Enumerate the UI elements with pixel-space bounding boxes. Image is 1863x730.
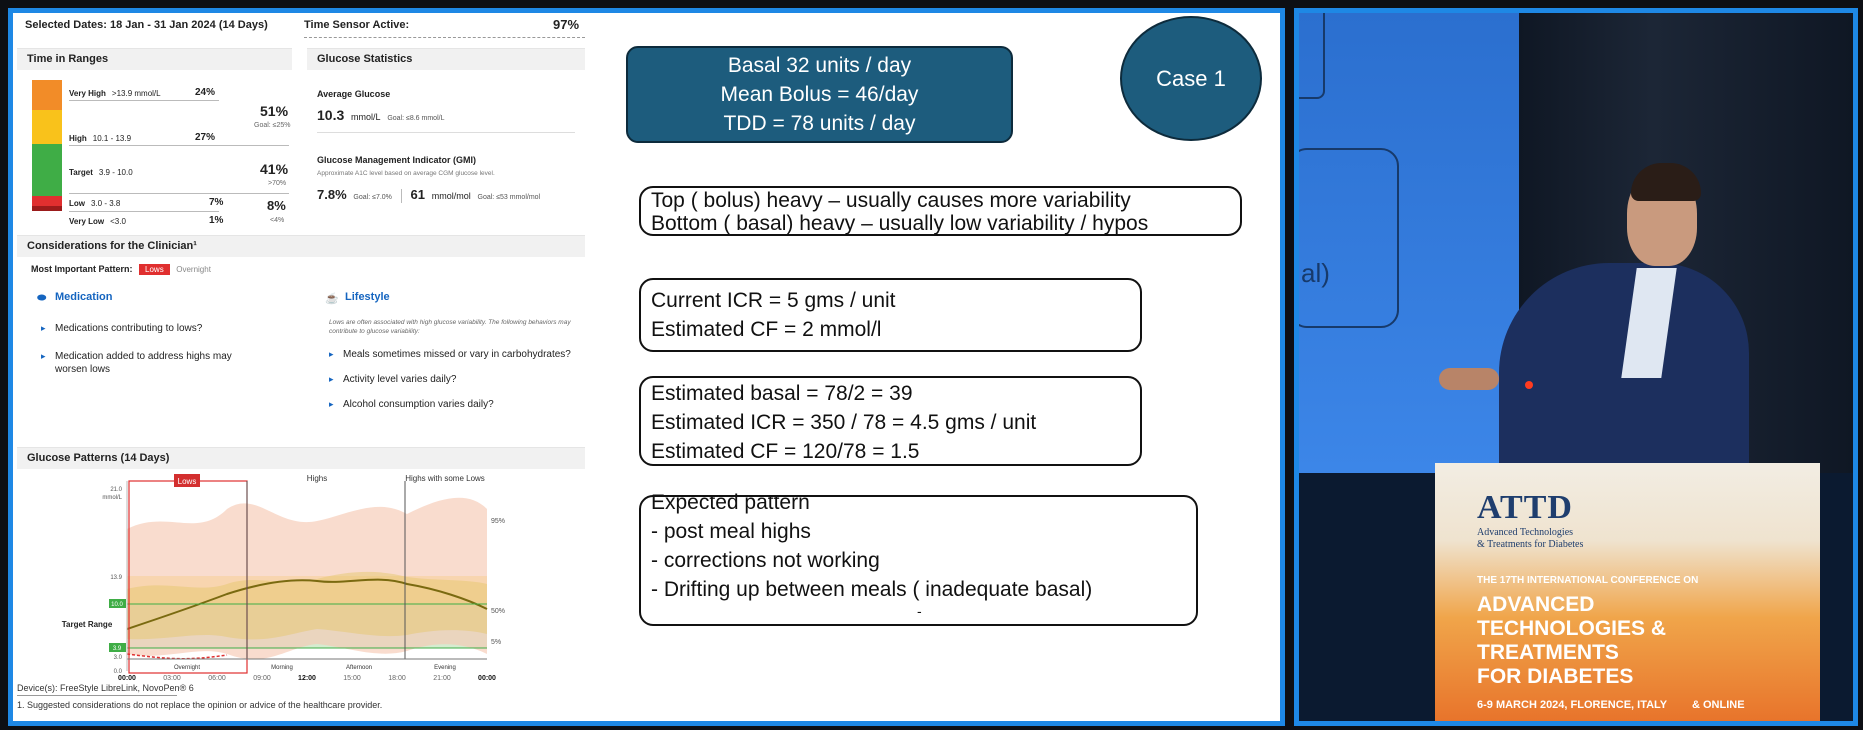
considerations-card xyxy=(17,235,585,440)
current-line: Current ICR = 5 gms / unit xyxy=(651,289,896,312)
divider xyxy=(17,695,177,696)
target-goal: >70% xyxy=(268,180,287,187)
screen-shape xyxy=(1294,8,1325,99)
y-tick: 13.9 xyxy=(110,575,122,581)
estimated-line: Estimated basal = 78/2 = 39 xyxy=(651,382,913,405)
pattern-row: Most Important Pattern: Lows Overnight xyxy=(31,264,211,274)
gmi-values: 7.8% Goal: ≤7.0% 61 mmol/mol Goal: ≤53 mmol/mol xyxy=(317,187,541,202)
segment-label-highs: Highs xyxy=(306,474,328,483)
basal-summary-box xyxy=(626,46,1013,143)
attd-logo: ATTD xyxy=(1477,489,1573,526)
x-tick-label: 15:00 xyxy=(343,675,361,681)
estimated-box xyxy=(639,376,1142,466)
very-low-bar xyxy=(32,206,62,211)
estimated-line: Estimated CF = 120/78 = 1.5 xyxy=(651,440,920,463)
segment-label-highs-lows: Highs with some Lows xyxy=(405,474,485,483)
medication-item: ▸ Medication added to address highs may worsen lows xyxy=(55,350,255,376)
conference-date: 6-9 MARCH 2024, FLORENCE, ITALY & ONLINE xyxy=(1477,699,1745,711)
target-label: Target 3.9 - 10.0 xyxy=(69,168,133,177)
lifestyle-title: Lifestyle xyxy=(345,291,390,303)
rule xyxy=(69,100,219,101)
x-tick-label: 03:00 xyxy=(163,675,181,681)
y-tick: 10.0 xyxy=(111,602,123,608)
estimated-line: Estimated ICR = 350 / 78 = 4.5 gms / unit xyxy=(651,411,1037,434)
lifestyle-item: ▸ Alcohol consumption varies daily? xyxy=(343,398,583,411)
high-label: High 10.1 - 13.9 xyxy=(69,134,132,143)
laser-pointer-dot xyxy=(1525,381,1533,389)
medication-title: Medication xyxy=(55,291,113,303)
period-label: Evening xyxy=(434,665,456,671)
agp-report xyxy=(13,13,590,721)
time-sensor-value: 97% xyxy=(553,17,580,32)
y-unit: mmol/L xyxy=(102,495,122,501)
combined-high-pct: 51% xyxy=(260,103,289,119)
slide-panel xyxy=(8,8,1285,726)
gmi-note: Approximate A1C level based on average CGM glucose level. xyxy=(317,170,495,177)
high-pct: 27% xyxy=(195,132,216,143)
pattern-dash: - xyxy=(917,603,922,619)
pattern-line: - Drifting up between meals ( inadequate basal) xyxy=(651,578,1093,601)
x-tick-label: 18:00 xyxy=(388,675,406,681)
period-label: Overnight xyxy=(173,665,201,671)
glucose-pattern-chart xyxy=(17,469,585,681)
x-ticks xyxy=(118,675,496,681)
considerations-title: Considerations for the Clinician¹ xyxy=(17,236,585,257)
current-box xyxy=(639,278,1142,352)
period-label: Afternoon xyxy=(345,665,373,671)
period-label: Morning xyxy=(271,665,293,671)
very-high-bar xyxy=(32,80,62,110)
heavy-line: Bottom ( basal) heavy – usually low variability / hypos xyxy=(651,212,1149,235)
rule xyxy=(69,193,289,194)
speaker-hand xyxy=(1439,368,1499,390)
y-tick: 3.9 xyxy=(112,646,122,652)
x-tick-label: 00:00 xyxy=(118,675,136,681)
low-bar xyxy=(32,196,62,206)
footnote: 1. Suggested considerations do not replace the opinion or advice of the healthcare provider. xyxy=(17,700,383,710)
y-tick: 0.0 xyxy=(113,669,122,675)
target-pct: 41% xyxy=(260,161,289,177)
y-tick-top: 21.0 xyxy=(110,487,122,493)
percentile-label: 5% xyxy=(491,639,502,646)
very-low-label: Very Low <3.0 xyxy=(69,217,126,226)
tdd-line: TDD = 78 units / day xyxy=(723,112,916,135)
rule xyxy=(69,211,219,212)
avg-glucose: 10.3 mmol/L Goal: ≤8.6 mmol/L xyxy=(317,107,445,123)
pattern-badge: Lows xyxy=(139,264,170,275)
conference-title: ADVANCED TECHNOLOGIES & TREATMENTS FOR DIABETES xyxy=(1477,593,1667,688)
segment-label-lows: Lows xyxy=(177,477,197,486)
low-label: Low 3.0 - 3.8 xyxy=(69,199,121,208)
screen-text: al) xyxy=(1301,258,1330,288)
case-label: Case 1 xyxy=(1120,16,1262,141)
speaker-video xyxy=(1294,8,1858,726)
glucose-patterns-card xyxy=(17,447,585,682)
very-low-pct: 1% xyxy=(209,215,224,226)
lifestyle-icon: ☕ xyxy=(325,293,339,305)
y-tick: 3.0 xyxy=(113,655,122,661)
screen-shape xyxy=(1294,148,1399,328)
devices: Device(s): FreeStyle LibreLink, NovoPen® 6 xyxy=(17,683,194,693)
avg-glucose-label: Average Glucose xyxy=(317,89,391,99)
target-range-label: Target Range xyxy=(61,620,113,629)
pattern-line: - post meal highs xyxy=(651,520,811,543)
projection-screen xyxy=(1299,13,1519,473)
rule xyxy=(69,145,289,146)
lifestyle-note: Lows are often associated with high glucose variability. The following behaviors may contribute to glucose variability: xyxy=(329,319,571,335)
patterns-title: Glucose Patterns (14 Days) xyxy=(17,448,585,469)
pill-icon: ⬬ xyxy=(37,292,47,304)
conference-tagline: THE 17TH INTERNATIONAL CONFERENCE ON xyxy=(1477,575,1699,586)
combined-low-goal: <4% xyxy=(270,217,285,224)
combined-low-pct: 8% xyxy=(267,198,286,213)
low-pct: 7% xyxy=(209,197,224,208)
speaker-body xyxy=(1499,263,1749,493)
very-high-label: Very High >13.9 mmol/L xyxy=(69,89,161,98)
divider xyxy=(317,132,575,133)
x-tick-label: 21:00 xyxy=(433,675,451,681)
current-line: Estimated CF = 2 mmol/l xyxy=(651,318,882,341)
x-tick-label: 00:00 xyxy=(478,675,496,681)
x-tick-label: 09:00 xyxy=(253,675,271,681)
target-bar xyxy=(32,144,62,196)
percentile-label: 95% xyxy=(491,518,506,525)
time-sensor-label: Time Sensor Active: xyxy=(304,19,410,31)
heavy-box xyxy=(639,186,1242,236)
attd-subtitle: Advanced Technologies & Treatments for Diabetes xyxy=(1477,527,1584,550)
gmi-label: Glucose Management Indicator (GMI) xyxy=(317,155,477,165)
lifestyle-item: ▸ Meals sometimes missed or vary in carbohydrates? xyxy=(343,348,583,361)
stats-title: Glucose Statistics xyxy=(307,49,585,70)
x-tick-label: 12:00 xyxy=(298,675,316,681)
very-high-pct: 24% xyxy=(195,87,216,98)
podium xyxy=(1435,463,1820,721)
medication-item: ▸ Medications contributing to lows? xyxy=(55,322,255,335)
bolus-line: Mean Bolus = 46/day xyxy=(720,83,919,106)
high-bar xyxy=(32,110,62,144)
time-in-ranges-card xyxy=(17,48,292,228)
divider xyxy=(304,37,585,38)
pattern-line: - corrections not working xyxy=(651,549,880,572)
lifestyle-item: ▸ Activity level varies daily? xyxy=(343,373,583,386)
tir-title: Time in Ranges xyxy=(17,49,292,70)
combined-high-goal: Goal: ≤25% xyxy=(254,122,291,129)
basal-line: Basal 32 units / day xyxy=(727,54,912,77)
pattern-box xyxy=(639,491,1198,626)
x-tick-label: 06:00 xyxy=(208,675,226,681)
heavy-line: Top ( bolus) heavy – usually causes more variability xyxy=(651,189,1131,212)
pattern-line: Expected pattern xyxy=(651,491,810,514)
glucose-statistics-card xyxy=(307,48,585,228)
selected-dates: Selected Dates: 18 Jan - 31 Jan 2024 (14 Days) xyxy=(25,19,268,31)
percentile-label: 50% xyxy=(491,608,506,615)
